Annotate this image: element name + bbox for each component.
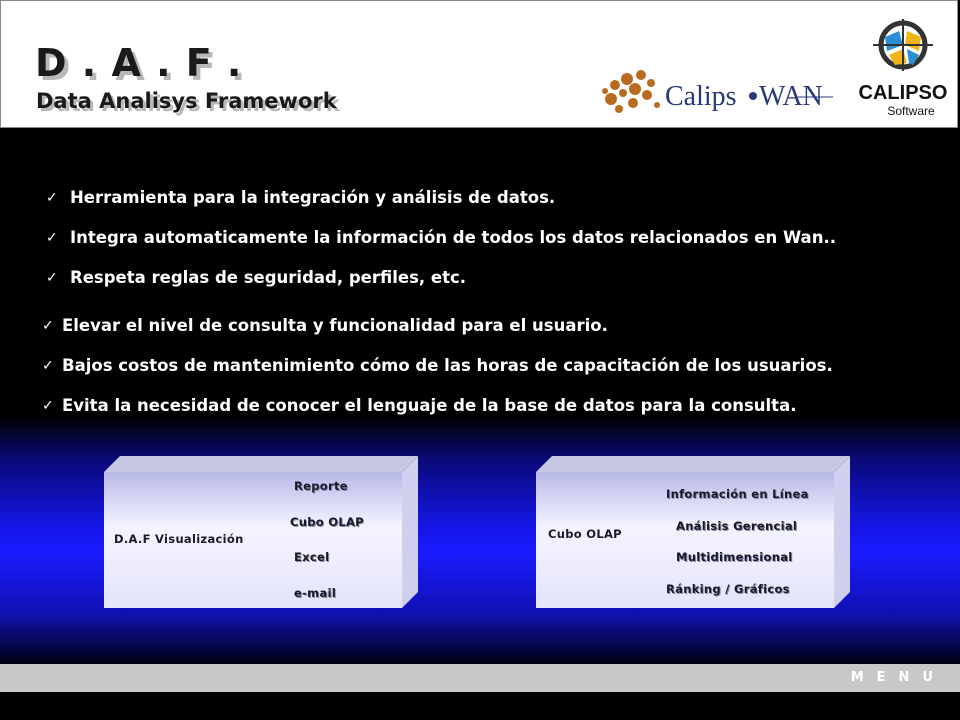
header <box>0 0 958 128</box>
box-item-informacion: Información en Línea <box>666 487 809 501</box>
check-icon: ✓ <box>42 317 54 334</box>
calipsowan-logo-text: Calips <box>665 81 737 112</box>
bullet-item <box>46 228 836 247</box>
bullet-text: Integra automaticamente la información de todos los datos relacionados en Wan.. <box>70 228 836 247</box>
box-item-ranking: Ránking / Gráficos <box>666 582 790 596</box>
box-item-analisis: Análisis Gerencial <box>676 519 798 533</box>
calipsowan-logo <box>593 65 855 121</box>
box-item-cubo-olap: Cubo OLAP <box>290 515 364 529</box>
title-block <box>35 43 242 83</box>
box-label: Cubo OLAP <box>548 527 622 541</box>
box-item-multidimensional: Multidimensional <box>676 550 793 564</box>
menu-button[interactable]: MENU <box>850 670 946 685</box>
bullet-text: Herramienta para la integración y análisis de datos. <box>70 188 556 207</box>
cubo-olap-box <box>536 456 850 608</box>
menu-bar <box>0 664 960 692</box>
bullet-text: Evita la necesidad de conocer el lenguaje de la base de datos para la consulta. <box>62 396 797 415</box>
check-icon: ✓ <box>46 189 58 206</box>
bullet-item <box>46 188 555 207</box>
bullet-item <box>42 316 608 335</box>
page-title: D . A . F . <box>35 41 243 85</box>
page-subtitle: Data Analisys Framework <box>36 89 337 113</box>
bullet-text: Elevar el nivel de consulta y funcionalidad para el usuario. <box>62 316 608 335</box>
box-item-excel: Excel <box>294 550 330 564</box>
check-icon: ✓ <box>46 269 58 286</box>
calipso-logo <box>859 15 947 121</box>
check-icon: ✓ <box>46 229 58 246</box>
bullet-text: Respeta reglas de seguridad, perfiles, etc. <box>70 268 467 287</box>
box-label: D.A.F Visualización <box>114 532 244 546</box>
check-icon: ✓ <box>42 357 54 374</box>
box-item-reporte: Reporte <box>294 479 348 493</box>
bullet-item <box>42 356 833 375</box>
calipso-logo-name: CALIPSO <box>859 82 947 104</box>
calipso-logo-tagline: Software <box>887 104 935 118</box>
bullet-text: Bajos costos de mantenimiento cómo de las horas de capacitación de los usuarios. <box>62 356 833 375</box>
bullet-item <box>42 396 796 415</box>
calipsowan-logo-wan: WAN <box>759 81 823 112</box>
check-icon: ✓ <box>42 397 54 414</box>
bullet-item <box>46 268 466 287</box>
box-item-email: e-mail <box>294 586 336 600</box>
daf-visualizacion-box <box>104 456 418 608</box>
